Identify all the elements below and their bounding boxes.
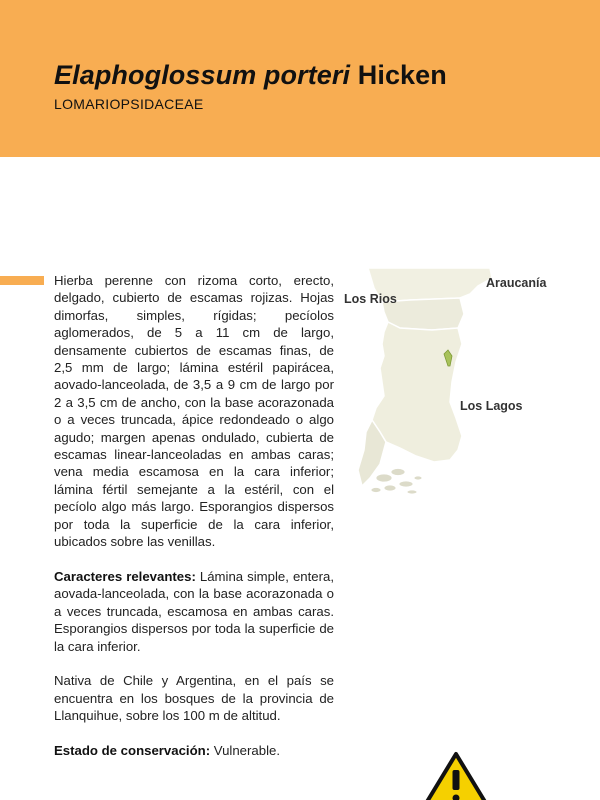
warning-icon bbox=[420, 750, 492, 800]
relevant-characters-label: Caracteres relevantes: bbox=[54, 568, 196, 584]
label-los-lagos: Los Lagos bbox=[460, 399, 523, 413]
label-los-rios: Los Rios bbox=[344, 292, 397, 306]
family-name: LOMARIOPSIDACEAE bbox=[54, 96, 204, 112]
conservation-status: Vulnerable. bbox=[210, 742, 281, 758]
archipelago-islands bbox=[371, 469, 422, 495]
accent-bar bbox=[0, 276, 44, 285]
conservation-label: Estado de conservación: bbox=[54, 742, 211, 758]
relevant-characters-paragraph bbox=[54, 568, 334, 655]
distribution-paragraph: Nativa de Chile y Argentina, en el país se encuentra en los bosques de la provincia de Llanquihue, sobre los 100 m de altitud. bbox=[54, 673, 334, 724]
description-paragraph: Hierba perenne con rizoma corto, erecto, delgado, cubierto de escamas rojizas. Hojas dimorfas, simples, rígidas; pecíolos aglomerados, de 5 a 11 cm de largo, densamente cubiertos de escamas finas, de 2,5 mm de largo; lámina estéril papirácea, aovado-lanceolada, de 3,5 a 9 cm de largo por 2 a 3,5 cm de ancho, con la base acorazonada o a veces truncada, ápice redondeado o algo agudo; margen apenas ondulado, cubierta de escamas linear-lanceoladas en ambas caras; vena media escamosa en la cara inferior; lámina fértil semejante a la estéril, con el pecíolo algo más largo. Esporangios dispersos por toda la superficie de la cara inferior, ubicados sobre las venillas. bbox=[54, 273, 334, 550]
label-araucania: Araucanía bbox=[486, 276, 547, 290]
conservation-paragraph bbox=[54, 742, 334, 759]
scientific-name: Elaphoglossum porteri bbox=[54, 60, 351, 90]
header-band bbox=[0, 0, 600, 157]
relevant-characters-text: Lámina simple, entera, aovada-lanceolada, con la base acorazonada o a veces truncada, escamosa en ambas caras. Esporangios dispersos por toda la superficie de la cara inferior. bbox=[54, 568, 334, 654]
species-title bbox=[54, 60, 447, 91]
author-name: Hicken bbox=[350, 60, 447, 90]
species-description bbox=[54, 272, 334, 777]
distribution-map bbox=[340, 264, 560, 500]
